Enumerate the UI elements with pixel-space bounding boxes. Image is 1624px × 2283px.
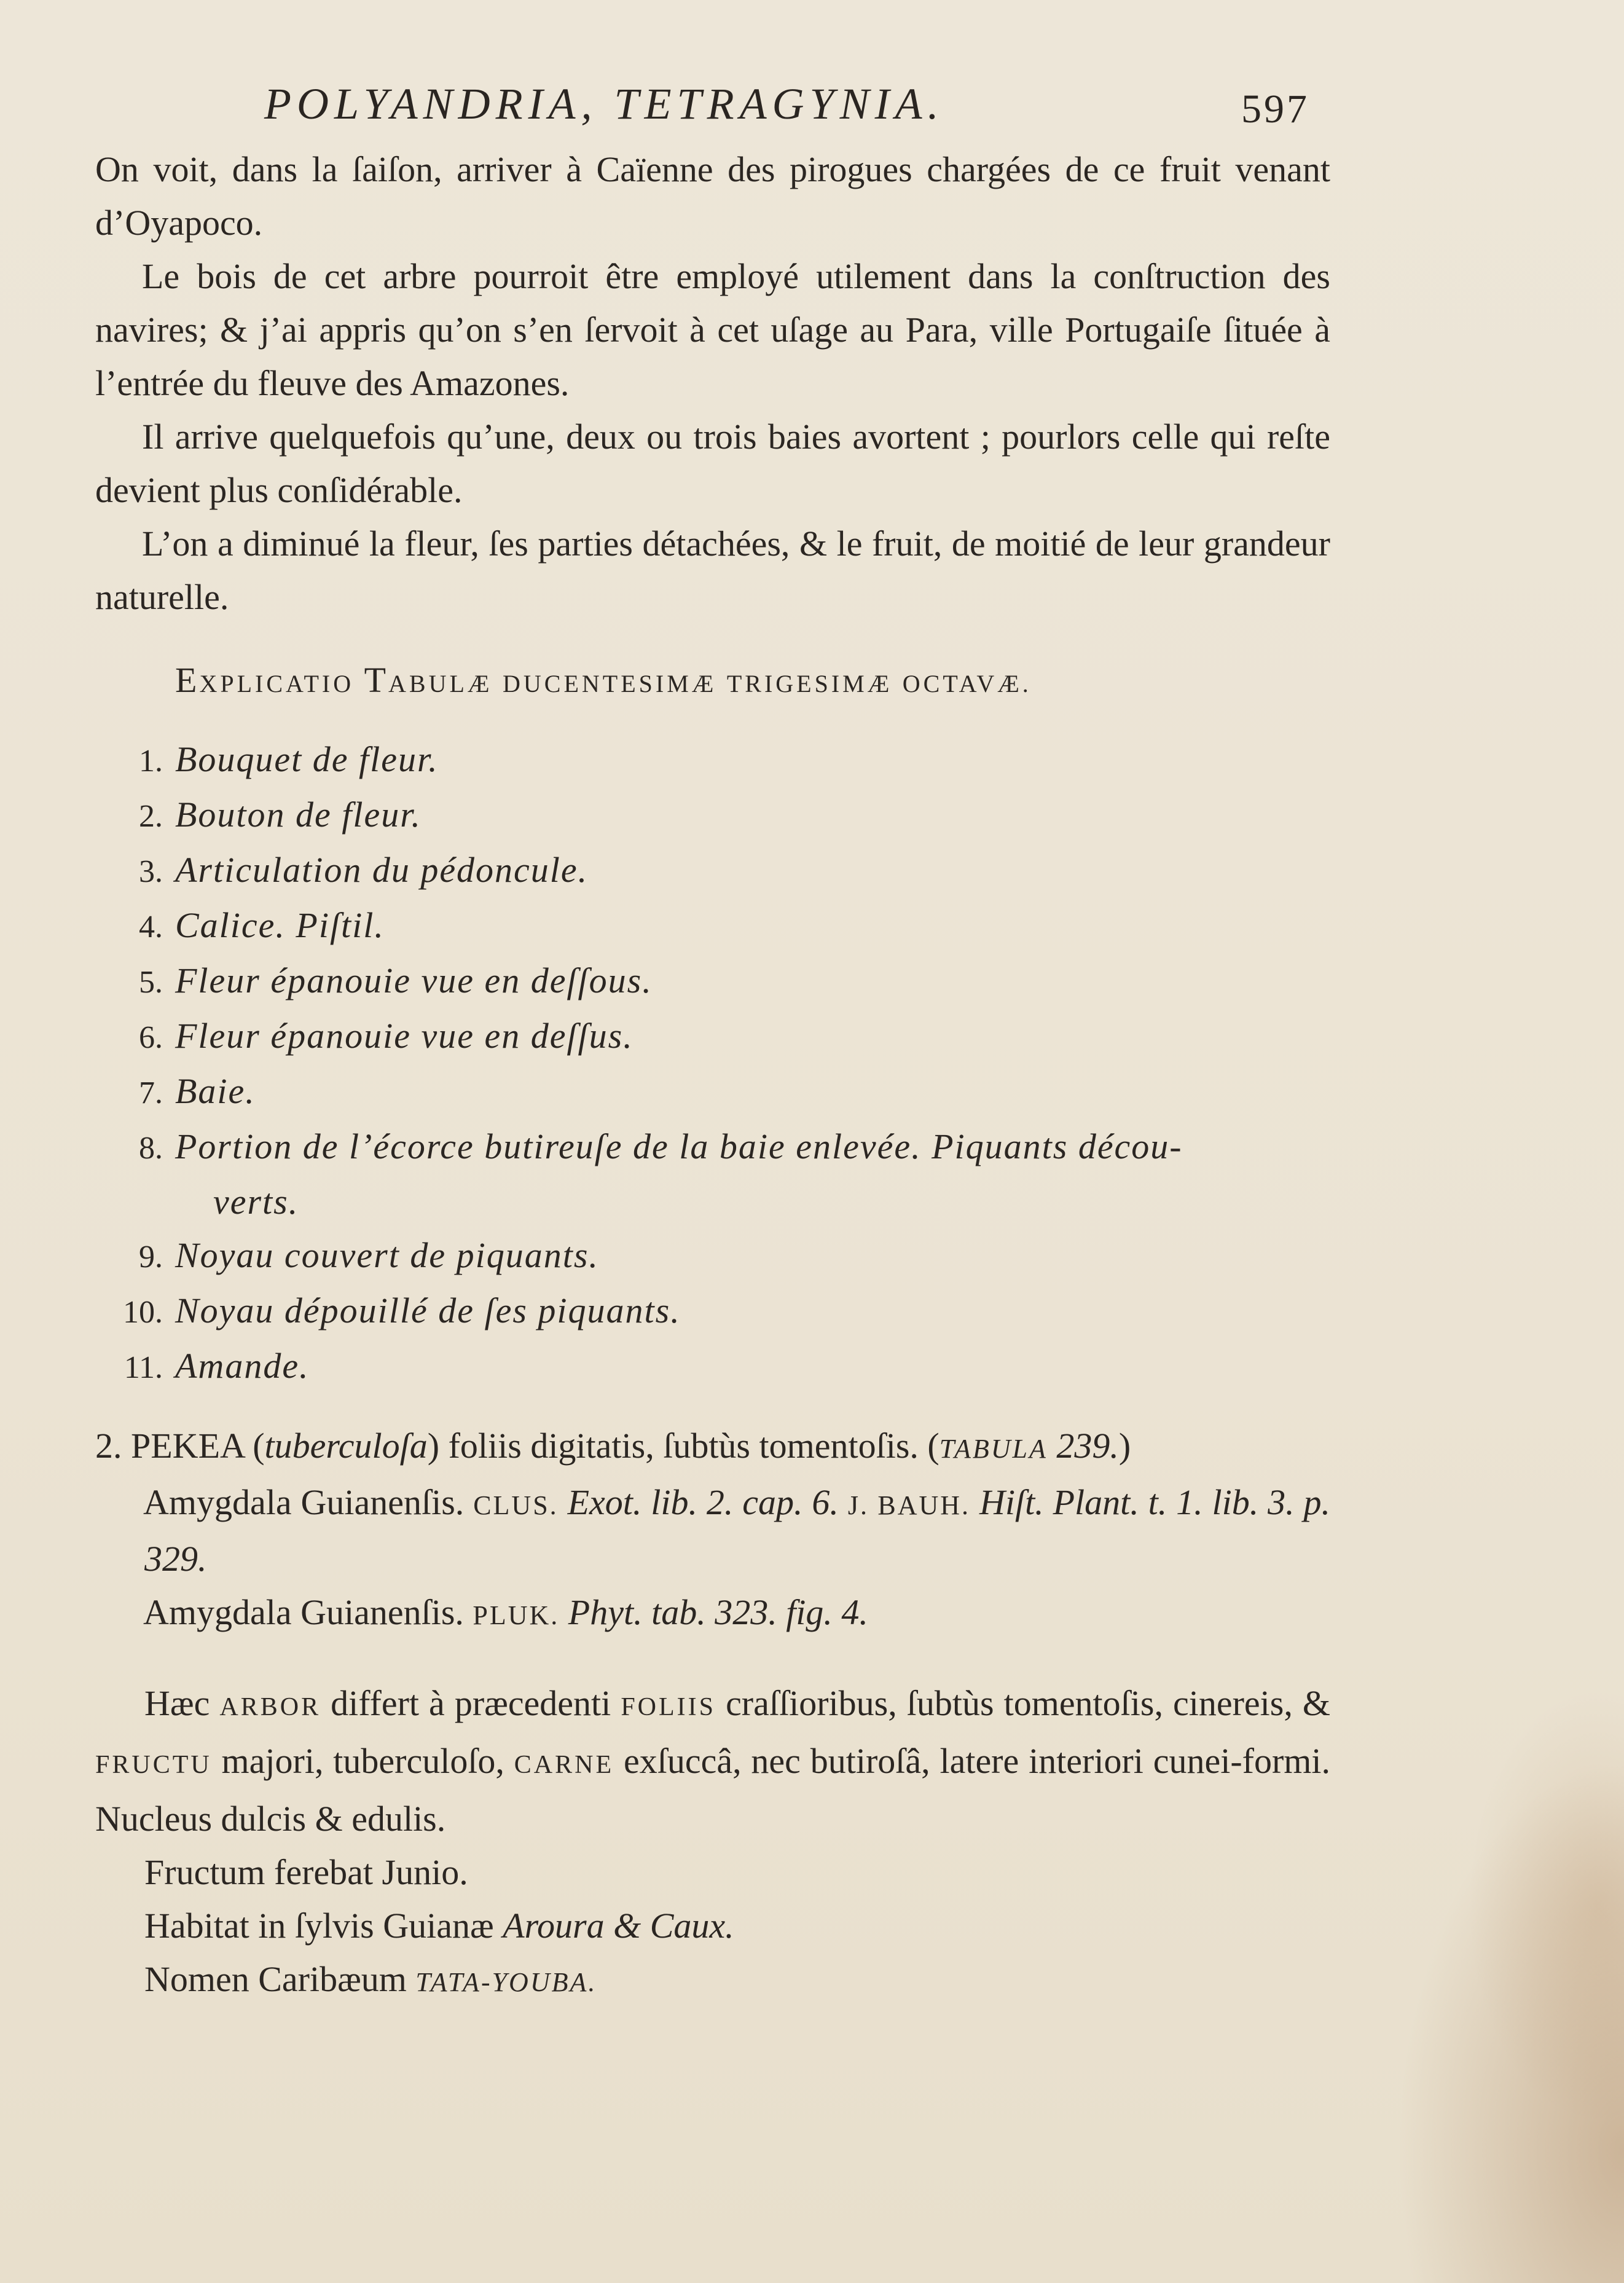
species-diagnosis: foliis digitatis, ſubtùs tomentoſis. — [448, 1426, 919, 1466]
legend-text: Articulation du pédoncule. — [175, 850, 589, 890]
latin-text: craſſioribus, ſubtùs tomentoſis, cinereis, & — [726, 1683, 1331, 1723]
synonym-1-author-2: J. BAUH. — [847, 1490, 971, 1520]
legend-text: Calice. Piſtil. — [175, 905, 385, 945]
page-header — [0, 79, 1624, 140]
latin-text: Hæc — [144, 1683, 210, 1723]
legend-number: 2. — [139, 799, 163, 834]
legend-text: Noyau couvert de piquants. — [175, 1235, 599, 1275]
habitat — [95, 1899, 1330, 1952]
legend-number: 1. — [139, 744, 163, 779]
legend-number: 8. — [139, 1131, 163, 1166]
legend-number: 5. — [139, 965, 163, 1000]
synonym-1 — [95, 1476, 1330, 1586]
synonym-1-reference: Exot. lib. 2. cap. 6. — [567, 1482, 839, 1522]
latin-keyword-arbor: ARBOR — [219, 1693, 321, 1721]
legend-number: 10. — [123, 1295, 163, 1330]
synonym-2-name: Amygdala Guianenſis. — [143, 1592, 464, 1632]
legend-item — [95, 1339, 1330, 1394]
synonym-2 — [95, 1586, 1330, 1642]
paragraph-3: Il arrive quelquefois qu’une, deux ou trois baies avortent ; pourlors celle qui reſte devient plus conſidérable. — [95, 417, 1330, 510]
caption-initial-2: T — [364, 660, 389, 700]
legend-text: Bouton de fleur. — [175, 795, 422, 835]
legend-item — [95, 1120, 1330, 1175]
latin-keyword-carne: CARNE — [514, 1751, 614, 1779]
legend-number: 3. — [139, 854, 163, 889]
synonym-2-author: PLUK. — [473, 1600, 560, 1630]
habitat-locality: Aroura & Caux. — [503, 1906, 734, 1946]
legend-item — [95, 733, 1330, 788]
paragraph-1: On voit, dans la ſaiſon, arriver à Caïenne des pirogues chargées de ce fruit venant d’Oyapoco. — [95, 149, 1330, 243]
legend-item — [95, 843, 1330, 898]
latin-description — [95, 1676, 1330, 1845]
legend-text: Noyau dépouillé de ſes piquants. — [175, 1291, 681, 1330]
fruiting-time: Fructum ferebat Junio. — [144, 1852, 468, 1892]
caption-word-4: TRIGESIMÆ — [726, 670, 893, 697]
legend-text: Amande. — [175, 1346, 310, 1386]
tabula-number: 239. — [1056, 1426, 1119, 1466]
latin-text: majori, tuberculoſo, — [221, 1741, 504, 1781]
body-text — [95, 143, 1330, 2009]
caption-word-1: XPLICATIO — [199, 670, 355, 697]
legend-number: 6. — [139, 1020, 163, 1055]
legend-text: Fleur épanouie vue en deſſous. — [175, 961, 653, 1000]
legend-item — [95, 954, 1330, 1009]
legend-item — [95, 1064, 1330, 1120]
carib-name-label: Nomen Caribæum — [144, 1959, 407, 1999]
legend-number: 9. — [139, 1240, 163, 1275]
legend-text: Portion de l’écorce butireuſe de la baie enlevée. Piquants décou- — [175, 1126, 1183, 1166]
legend-item — [95, 788, 1330, 843]
page-number: 597 — [1241, 87, 1309, 132]
synonym-1-author: CLUS. — [473, 1490, 559, 1520]
latin-text: differt à præcedenti — [331, 1683, 611, 1723]
legend-item — [95, 1284, 1330, 1339]
legend-text: Bouquet de fleur. — [175, 739, 439, 779]
caption-initial-1: E — [175, 660, 200, 700]
latin-text: exſuccâ, nec butiroſâ, latere interiori cunei-formi. Nucleus dulcis & edulis. — [95, 1741, 1331, 1839]
latin-keyword-foliis: FOLIIS — [621, 1693, 716, 1721]
species-number: 2. — [95, 1426, 122, 1466]
legend-text-continuation: verts. — [213, 1182, 299, 1222]
caption-word-3: DUCENTESIMÆ — [503, 670, 717, 697]
legend-item — [95, 1228, 1330, 1284]
habitat-text: Habitat in ſylvis Guianæ — [144, 1906, 494, 1946]
carib-name-value: TATA-YOUBA. — [415, 1967, 597, 1997]
species-genus: PEKEA — [131, 1426, 244, 1466]
tabula-label: TABULA — [939, 1434, 1048, 1464]
legend-number: 11. — [124, 1350, 163, 1385]
legend-number: 7. — [139, 1075, 163, 1110]
carib-name — [95, 1952, 1330, 2009]
caption-word-5: OCTAVÆ. — [902, 670, 1032, 697]
legend-item — [95, 1009, 1330, 1064]
legend-number: 4. — [139, 910, 163, 945]
running-title: POLYANDRIA, TETRAGYNIA. — [264, 79, 944, 128]
legend-text: Fleur épanouie vue en deſſus. — [175, 1016, 634, 1056]
paragraph-4: L’on a diminué la fleur, ſes parties détachées, & le fruit, de moitié de leur grandeur naturelle. — [95, 524, 1330, 617]
synonym-1-name: Amygdala Guianenſis. — [143, 1482, 465, 1522]
synonym-1-reference-2: Hiſt. Plant. t. 1. lib. 3. p. 329. — [144, 1482, 1331, 1579]
legend-item — [95, 898, 1330, 954]
species-entry: 2. PEKEA (tuberculoſa) foliis digitatis, ſubtùs tomentoſis. (TABULA 239.) — [95, 1426, 1131, 1466]
latin-keyword-fructu: FRUCTU — [95, 1751, 212, 1779]
synonym-2-reference: Phyt. tab. 323. fig. 4. — [568, 1592, 868, 1632]
figure-legend — [95, 733, 1330, 1394]
paragraph-2: Le bois de cet arbre pourroit être employé utilement dans la conſtruction des navires; & j’ai appris qu’on s’en ſervoit à cet uſage au Para, ville Portugaiſe ſituée à l’entrée du fleuve des Amazones. — [95, 256, 1330, 403]
legend-text: Baie. — [175, 1071, 256, 1111]
caption-word-2: ABULÆ — [388, 670, 493, 697]
species-epithet: tuberculoſa — [264, 1426, 428, 1466]
plate-caption — [175, 653, 1330, 710]
